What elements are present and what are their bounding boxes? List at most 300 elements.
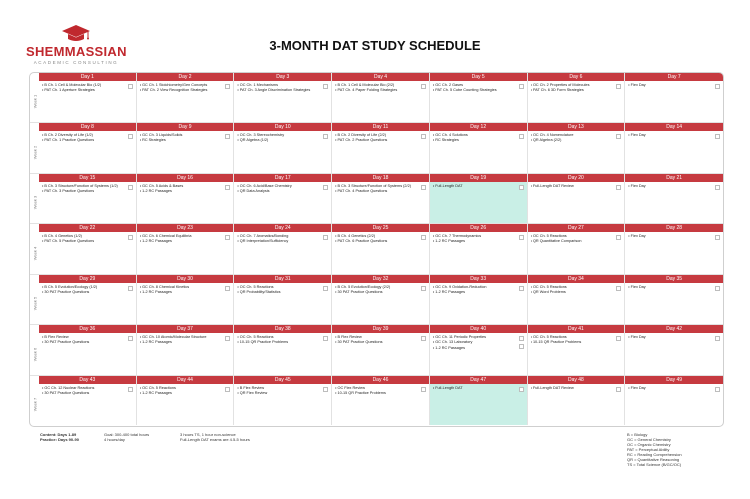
task-list (137, 131, 234, 144)
footer-hours (180, 432, 250, 442)
day-header: Day 31 (234, 275, 331, 283)
task-checkbox[interactable] (519, 387, 524, 392)
week-label-text: Week 1 (32, 94, 37, 109)
task-checkbox[interactable] (715, 286, 720, 291)
day-cell (528, 325, 626, 375)
page-title: 3-MONTH DAT STUDY SCHEDULE (269, 38, 481, 53)
day-header: Day 16 (137, 174, 234, 182)
week-row (30, 275, 723, 325)
task-checkbox[interactable] (519, 344, 524, 349)
task-list (137, 384, 234, 397)
task-checkbox[interactable] (128, 235, 133, 240)
task-item: • B Ch. 5 Evolution/Ecology (1/2) (42, 285, 98, 289)
week-row (30, 123, 723, 174)
day-header: Day 43 (39, 376, 136, 384)
task-item: • OC Ch. 7 Aromatics/Bonding (237, 234, 289, 238)
task-list (625, 81, 723, 88)
task-list (137, 333, 234, 346)
legend-item: TS = Total Science (B/GC/OC) (627, 462, 682, 467)
day-cell (625, 275, 723, 324)
task-item: • OC Ch. 5 Reactions (237, 285, 274, 289)
day-header: Day 19 (430, 174, 527, 182)
brand-name: SHEMMASSIAN (26, 44, 127, 59)
day-cell (332, 73, 430, 122)
legend-item: OC = Organic Chemistry (627, 442, 671, 447)
task-item: • GC Ch. 12 Nuclear Reactions (42, 386, 95, 390)
day-header: Day 2 (137, 73, 234, 81)
task-checkbox[interactable] (128, 387, 133, 392)
task-list (625, 333, 723, 340)
task-list (528, 131, 625, 144)
task-list (39, 182, 136, 195)
day-header: Day 46 (332, 376, 429, 384)
task-item: • QR Algebra (1/2) (237, 138, 269, 143)
task-item: • Full-Length DAT (432, 184, 463, 188)
task-checkbox[interactable] (421, 84, 426, 89)
task-list (234, 283, 331, 296)
task-checkbox[interactable] (519, 286, 524, 291)
task-checkbox[interactable] (323, 134, 328, 139)
task-item: • 10-15 QR Practice Problems (530, 340, 582, 345)
day-cell (332, 123, 430, 173)
task-checkbox[interactable] (715, 336, 720, 341)
task-item: • GC Ch. 1 Stoichiometry/Gen Concepts (139, 83, 208, 87)
task-list (430, 182, 527, 189)
task-item: • PAT Ch. 6 Practice Questions (335, 239, 388, 244)
task-list (430, 283, 527, 296)
day-cell (430, 224, 528, 274)
hours-per-day: 4 hours/day (104, 437, 125, 442)
task-list (39, 333, 136, 346)
day-cell (528, 174, 626, 223)
task-list (137, 283, 234, 296)
task-list (332, 283, 429, 296)
week-label (30, 333, 39, 375)
task-item: • Full-Length DAT (432, 386, 463, 390)
day-cell (137, 275, 235, 324)
day-header: Day 9 (137, 123, 234, 131)
day-cell (234, 376, 332, 425)
task-list (332, 131, 429, 144)
task-checkbox[interactable] (519, 336, 524, 341)
day-header: Day 36 (39, 325, 136, 333)
day-header: Day 44 (137, 376, 234, 384)
task-item: • OC Ch. 3 Stereochemistry (237, 133, 285, 137)
task-checkbox[interactable] (225, 185, 230, 190)
task-item: • QR Algebra (2/2) (530, 138, 562, 143)
week-row (30, 174, 723, 224)
task-item: • PAT Ch. 5 Practice Questions (42, 239, 95, 244)
day-cell (137, 376, 235, 425)
day-header: Day 29 (39, 275, 136, 283)
day-cell (430, 325, 528, 375)
task-item: • QR Probability/Statistics (237, 290, 281, 295)
task-checkbox[interactable] (519, 185, 524, 190)
task-checkbox[interactable] (715, 387, 720, 392)
day-header: Day 47 (430, 376, 527, 384)
task-list (332, 333, 429, 346)
day-header: Day 30 (137, 275, 234, 283)
task-list (430, 384, 527, 391)
task-item: • OC Ch. 4 Nomenclature (530, 133, 574, 137)
task-checkbox[interactable] (225, 336, 230, 341)
task-checkbox[interactable] (421, 336, 426, 341)
day-header: Day 24 (234, 224, 331, 232)
task-checkbox[interactable] (519, 134, 524, 139)
task-item: • PAT Ch. 6 3D Form Strategies (530, 88, 584, 93)
day-cell (625, 73, 723, 122)
week-label (30, 182, 39, 223)
task-checkbox[interactable] (519, 84, 524, 89)
task-checkbox[interactable] (128, 134, 133, 139)
task-item: • 30 PAT Practice Questions (42, 391, 90, 396)
task-list (39, 131, 136, 144)
task-item: • PAT Ch. 2 View Recognition Strategies (139, 88, 208, 93)
day-cell (625, 174, 723, 223)
task-item: • QR Interpretation/Sufficiency (237, 239, 289, 244)
week-label (30, 131, 39, 173)
legend-item: GC = General Chemistry (627, 437, 671, 442)
task-item: • OC Ch. 5 Reactions (530, 335, 567, 339)
task-item: • Flex Day (628, 386, 646, 390)
task-list (137, 182, 234, 195)
day-header: Day 20 (528, 174, 625, 182)
task-checkbox[interactable] (616, 185, 621, 190)
task-item: • GC Ch. 11 Periodic Properties (432, 335, 487, 339)
week-label (30, 384, 39, 425)
task-checkbox[interactable] (616, 134, 621, 139)
day-header: Day 37 (137, 325, 234, 333)
day-cell (625, 224, 723, 274)
task-checkbox[interactable] (128, 185, 133, 190)
day-header: Day 32 (332, 275, 429, 283)
task-item: • PAT Ch. 4 Practice Questions (335, 189, 388, 194)
day-cell (430, 174, 528, 223)
task-item: • 10-15 QR Practice Problems (237, 340, 289, 345)
task-item: • B Ch. 5 Evolution/Ecology (2/2) (335, 285, 391, 289)
day-header: Day 45 (234, 376, 331, 384)
task-checkbox[interactable] (616, 84, 621, 89)
task-list (39, 232, 136, 245)
task-checkbox[interactable] (421, 134, 426, 139)
task-checkbox[interactable] (128, 336, 133, 341)
day-header: Day 10 (234, 123, 331, 131)
task-item: • B Flex Review (42, 335, 69, 339)
task-checkbox[interactable] (225, 387, 230, 392)
abbreviation-legend (627, 432, 682, 467)
task-list (39, 283, 136, 296)
task-item: • QR Flex Review (237, 391, 268, 396)
day-header: Day 38 (234, 325, 331, 333)
task-item: • QR Word Problems (530, 290, 566, 295)
task-checkbox[interactable] (128, 84, 133, 89)
day-cell (528, 275, 626, 324)
task-item: • OC Ch. 5 Reactions (530, 234, 567, 238)
day-header: Day 34 (528, 275, 625, 283)
task-list (430, 232, 527, 245)
day-header: Day 48 (528, 376, 625, 384)
task-item: • B Ch. 4 Genetics (1/2) (42, 234, 82, 238)
task-item: • OC Flex Review (335, 386, 365, 390)
task-checkbox[interactable] (225, 235, 230, 240)
task-list (625, 131, 723, 138)
task-checkbox[interactable] (323, 235, 328, 240)
day-cell (528, 73, 626, 122)
practice-days: Practice: Days 90-90 (40, 437, 79, 442)
task-list (625, 283, 723, 290)
task-checkbox[interactable] (715, 235, 720, 240)
day-header: Day 15 (39, 174, 136, 182)
task-item: • GC Ch. 10 Atomic/Molecular Structure (139, 335, 207, 339)
task-item: • GC Ch. 5 Acids & Bases (139, 184, 184, 188)
day-cell (332, 325, 430, 375)
task-item: • B Flex Review (237, 386, 265, 390)
task-item: • OC Ch. 5 Reactions (530, 285, 567, 289)
day-cell (234, 275, 332, 324)
day-header: Day 7 (625, 73, 723, 81)
task-list (625, 384, 723, 391)
day-header: Day 22 (39, 224, 136, 232)
task-item: • GC Ch. 2 Gases (432, 83, 464, 87)
week-label (30, 81, 39, 122)
day-header: Day 39 (332, 325, 429, 333)
task-checkbox[interactable] (715, 134, 720, 139)
task-item: • OC Ch. 1 Mechanisms (237, 83, 278, 87)
day-header: Day 17 (234, 174, 331, 182)
task-item: • 30 PAT Practice Questions (335, 340, 383, 345)
day-header: Day 28 (625, 224, 723, 232)
task-item: • GC Ch. 6 Chemical Equilibria (139, 234, 192, 238)
week-label-text: Week 2 (32, 145, 37, 159)
task-list (332, 81, 429, 94)
task-item: • Flex Day (628, 133, 646, 137)
task-list (137, 232, 234, 245)
day-header: Day 13 (528, 123, 625, 131)
day-cell (234, 325, 332, 375)
day-cell (528, 123, 626, 173)
task-item: • B Ch. 2 Diversity of Life (2/2) (335, 133, 387, 137)
task-item: • RC Strategies (139, 138, 166, 143)
task-item: • GC Ch. 4 Solutions (432, 133, 468, 137)
day-header: Day 14 (625, 123, 723, 131)
task-item: • GC Ch. 9 Oxidation-Reduction (432, 285, 487, 289)
task-item: • OC Ch. 6 Acid/Base Chemistry (237, 184, 292, 188)
day-cell (332, 174, 430, 223)
day-cell (137, 123, 235, 173)
day-header: Day 5 (430, 73, 527, 81)
task-item: • 1-2 RC Passages (432, 290, 465, 295)
day-cell (332, 224, 430, 274)
task-item: • Flex Day (628, 234, 646, 238)
task-checkbox[interactable] (616, 387, 621, 392)
day-header: Day 40 (430, 325, 527, 333)
day-cell (625, 325, 723, 375)
task-list (234, 384, 331, 397)
calendar-grid (29, 72, 724, 427)
task-checkbox[interactable] (616, 235, 621, 240)
task-item: • PAT Ch. 5 Cube Counting Strategies (432, 88, 497, 93)
task-item: • Full-Length DAT Review (530, 386, 574, 390)
day-header: Day 3 (234, 73, 331, 81)
task-item: • 1-2 RC Passages (139, 189, 172, 194)
day-cell (332, 275, 430, 324)
day-cell (430, 123, 528, 173)
task-list (528, 283, 625, 296)
task-checkbox[interactable] (421, 235, 426, 240)
task-item: • 1-2 RC Passages (432, 239, 465, 244)
task-checkbox[interactable] (323, 286, 328, 291)
task-list (332, 384, 429, 397)
task-item: • 1-2 RC Passages (139, 391, 172, 396)
task-checkbox[interactable] (715, 84, 720, 89)
day-cell (39, 325, 137, 375)
day-cell (234, 73, 332, 122)
task-item: • GC Ch. 3 Liquids/Solids (139, 133, 183, 137)
day-header: Day 33 (430, 275, 527, 283)
task-checkbox[interactable] (421, 387, 426, 392)
task-item: • PAT Ch. 3 Angle Discrimination Strategies (237, 88, 311, 93)
goal-text: Goal: 300-400 total hours (104, 432, 150, 437)
week-label (30, 283, 39, 324)
content-days: Content: Days 1-89 (40, 432, 77, 437)
task-item: • GC Ch. 7 Thermodynamics (432, 234, 482, 238)
task-item: • B Flex Review (335, 335, 362, 339)
task-checkbox[interactable] (323, 336, 328, 341)
task-item: • 30 PAT Practice Questions (42, 290, 90, 295)
task-checkbox[interactable] (421, 185, 426, 190)
task-item: • QR Data Analysis (237, 189, 270, 194)
task-list (39, 81, 136, 94)
task-item: • GC Ch. 8 Chemical Kinetics (139, 285, 190, 289)
task-checkbox[interactable] (616, 336, 621, 341)
task-item: • 30 PAT Practice Questions (335, 290, 383, 295)
week-label (30, 232, 39, 274)
task-item: • 1-2 RC Passages (139, 290, 172, 295)
legend-item: QR = Quantitative Reasoning (627, 457, 680, 462)
task-item: • 1-2 RC Passages (432, 345, 465, 350)
task-checkbox[interactable] (225, 134, 230, 139)
task-item: • PAT Ch. 2 Practice Questions (335, 138, 388, 143)
task-checkbox[interactable] (715, 185, 720, 190)
task-item: • Flex Day (628, 285, 646, 289)
day-header: Day 25 (332, 224, 429, 232)
day-header: Day 11 (332, 123, 429, 131)
day-cell (234, 123, 332, 173)
day-cell (430, 275, 528, 324)
task-item: • B Ch. 1 Cell & Molecular Bio (2/2) (335, 83, 395, 87)
science-hours: 3 hours TS, 1 hour non-science (180, 432, 236, 437)
task-item: • PAT Ch. 4 Paper Folding Strategies (335, 88, 398, 93)
task-list (332, 182, 429, 195)
task-item: • 1-2 RC Passages (139, 239, 172, 244)
task-list (234, 333, 331, 346)
week-label-text: Week 6 (32, 347, 37, 361)
day-header: Day 23 (137, 224, 234, 232)
task-item: • PAT Ch. 1 Practice Questions (42, 138, 95, 143)
task-checkbox[interactable] (519, 235, 524, 240)
brand-subtitle: ACADEMIC CONSULTING (33, 60, 119, 65)
task-item: • Flex Day (628, 335, 646, 339)
task-checkbox[interactable] (225, 84, 230, 89)
week-label-text: Week 5 (32, 296, 37, 311)
week-label-text: Week 7 (32, 397, 37, 412)
day-cell (39, 123, 137, 173)
fl-exam-length: Full-Length DAT exams are 4.5-5 hours (180, 437, 250, 442)
day-cell (39, 275, 137, 324)
day-cell (430, 376, 528, 425)
day-cell (39, 73, 137, 122)
day-header: Day 8 (39, 123, 136, 131)
day-header: Day 21 (625, 174, 723, 182)
task-list (234, 182, 331, 195)
task-checkbox[interactable] (323, 185, 328, 190)
day-cell (39, 376, 137, 425)
week-row (30, 224, 723, 275)
day-cell (39, 224, 137, 274)
task-checkbox[interactable] (323, 387, 328, 392)
day-header: Day 49 (625, 376, 723, 384)
task-checkbox[interactable] (323, 84, 328, 89)
week-label-text: Week 4 (32, 246, 37, 260)
day-cell (332, 376, 430, 425)
task-item: • B Ch. 3 Structure/Function of Systems (1/2) (42, 184, 118, 188)
day-cell (234, 224, 332, 274)
day-cell (137, 73, 235, 122)
task-item: • Flex Day (628, 184, 646, 188)
task-item: • Flex Day (628, 83, 646, 87)
day-cell (137, 174, 235, 223)
task-list (39, 384, 136, 397)
legend-item: B = Biology (627, 432, 648, 437)
footer-phases (40, 432, 79, 442)
legend-item: RC = Reading Comprehension (627, 452, 682, 457)
task-item: • B Ch. 3 Structure/Function of Systems (2/2) (335, 184, 411, 188)
day-header: Day 6 (528, 73, 625, 81)
task-list (332, 232, 429, 245)
day-header: Day 4 (332, 73, 429, 81)
task-item: • OC Ch. 5 Reactions (139, 386, 176, 390)
task-item: • GC Ch. 13 Laboratory (432, 340, 473, 345)
task-checkbox[interactable] (616, 286, 621, 291)
task-item: • OC Ch. 2 Properties of Molecules (530, 83, 590, 87)
task-item: • Full-Length DAT Review (530, 184, 574, 188)
task-list (430, 81, 527, 94)
task-item: • QR Quantitative Comparison (530, 239, 582, 244)
day-header: Day 18 (332, 174, 429, 182)
task-item: • PAT Ch. 1 Aperture Strategies (42, 88, 95, 93)
task-list (528, 182, 625, 189)
day-header: Day 26 (430, 224, 527, 232)
day-header: Day 12 (430, 123, 527, 131)
legend-item: PAT = Perceptual Ability (627, 447, 670, 452)
task-checkbox[interactable] (225, 286, 230, 291)
task-checkbox[interactable] (421, 286, 426, 291)
week-row (30, 376, 723, 425)
day-cell (234, 174, 332, 223)
task-item: • PAT Ch. 3 Practice Questions (42, 189, 95, 194)
day-cell (528, 376, 626, 425)
day-cell (430, 73, 528, 122)
task-item: • B Ch. 1 Cell & Molecular Bio (1/2) (42, 83, 102, 87)
task-list (137, 81, 234, 94)
day-cell (528, 224, 626, 274)
task-checkbox[interactable] (128, 286, 133, 291)
week-row (30, 73, 723, 123)
task-list (234, 131, 331, 144)
day-header: Day 1 (39, 73, 136, 81)
task-list (430, 131, 527, 144)
task-list (234, 232, 331, 245)
